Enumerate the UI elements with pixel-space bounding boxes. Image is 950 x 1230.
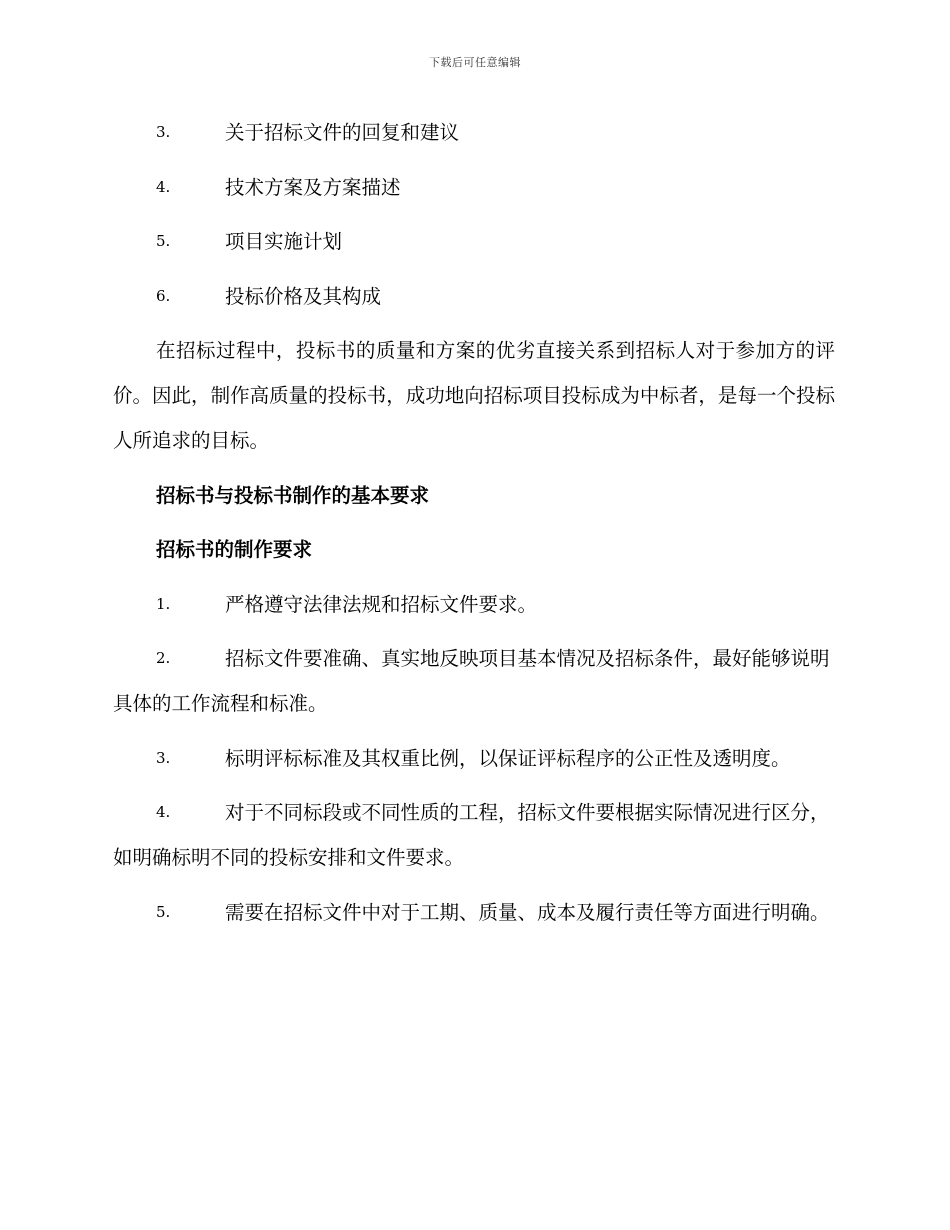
list-item [113,736,835,781]
list-number: 6. [156,286,171,305]
list-number: 2. [156,649,171,667]
body-paragraph: 在招标过程中，投标书的质量和方案的优劣直接关系到招标人对于参加方的评价。因此，制作高质量的投标书，成功地向招标项目投标成为中标者，是每一个投标人所追求的目标。 [113,339,835,452]
page-header: 下载后可任意编辑 [429,56,521,69]
list-text: 严格遵守法律法规和招标文件要求。 [225,592,538,616]
list-text: 对于不同标段或不同性质的工程，招标文件要根据实际情况进行区分，如明确标明不同的投标安排和文件要求。 [113,801,830,869]
list-item [113,274,835,319]
list-item [113,165,835,210]
list-item [113,219,835,264]
list-number: 5. [156,232,171,250]
list-number: 4. [156,803,171,821]
list-text: 招标文件要准确、真实地反映项目基本情况及招标条件，最好能够说明具体的工作流程和标准。 [113,647,830,715]
list-item [113,890,835,935]
list-item [113,790,835,880]
list-text: 项目实施计划 [225,230,343,253]
list-item [113,582,835,627]
list-number: 1. [156,594,171,613]
list-text: 需要在招标文件中对于工期、质量、成本及履行责任等方面进行明确。 [225,900,830,924]
list-number: 5. [156,902,171,921]
subsection-heading: 招标书的制作要求 [156,538,313,561]
list-text: 技术方案及方案描述 [225,175,401,199]
list-item [113,110,835,155]
list-text: 标明评标标准及其权重比例，以保证评标程序的公正性及透明度。 [225,746,791,770]
section-heading: 招标书与投标书制作的基本要求 [156,483,430,507]
list-number: 3. [156,748,171,767]
list-text: 关于招标文件的回复和建议 [225,121,460,144]
list-text: 投标价格及其构成 [225,284,382,308]
list-number: 4. [156,177,171,196]
list-number: 3. [156,123,171,141]
document-body [113,110,835,944]
list-item [113,636,835,726]
